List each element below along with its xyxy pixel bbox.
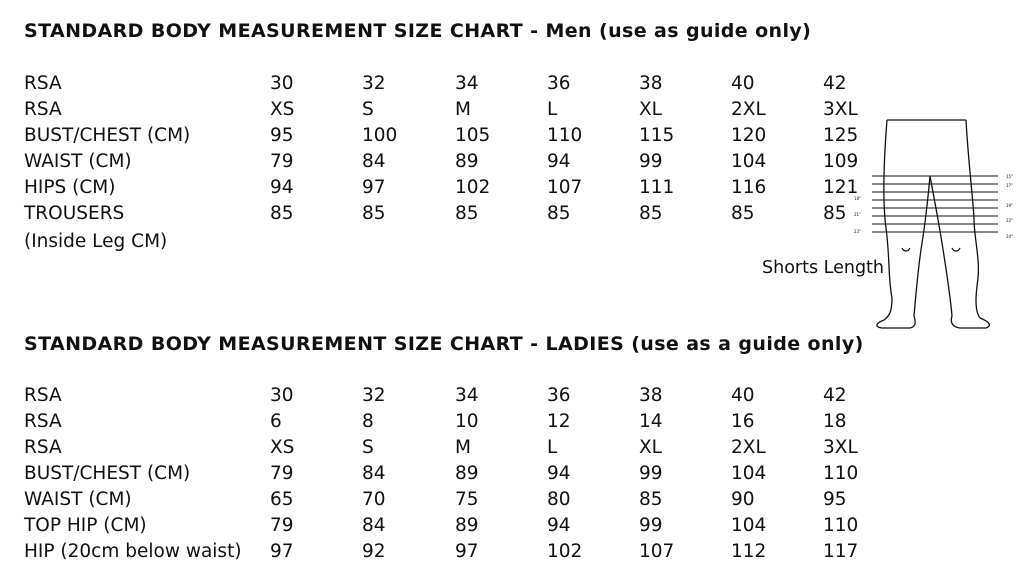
length-mark-label: 19" [1006, 203, 1013, 208]
size-value-cell: 97 [270, 541, 294, 562]
size-value-cell: M [455, 437, 471, 458]
row-label: RSA [24, 437, 62, 458]
size-value-cell: 18 [823, 411, 847, 432]
size-value-cell: 10 [455, 411, 479, 432]
size-value-cell: L [547, 99, 558, 120]
size-value-cell: 89 [455, 151, 479, 172]
size-value-cell: 85 [823, 203, 847, 224]
size-value-cell: 79 [270, 151, 294, 172]
row-label: WAIST (CM) [24, 489, 132, 510]
table-row [0, 461, 1024, 487]
size-value-cell: 116 [731, 177, 767, 198]
men-chart-title: STANDARD BODY MEASUREMENT SIZE CHART - Men (use as guide only) [24, 20, 812, 42]
size-value-cell: 85 [639, 203, 663, 224]
size-value-cell: 36 [547, 385, 571, 406]
table-row [0, 435, 1024, 461]
size-value-cell: 85 [731, 203, 755, 224]
size-value-cell: 3XL [823, 437, 858, 458]
size-value-cell: XS [270, 99, 295, 120]
length-mark-label: 18" [854, 196, 861, 201]
size-value-cell: 6 [270, 411, 282, 432]
size-value-cell: XL [639, 437, 662, 458]
size-value-cell: 99 [639, 463, 663, 484]
table-row [0, 513, 1024, 539]
size-value-cell: 84 [362, 151, 386, 172]
size-value-cell: 89 [455, 463, 479, 484]
legs-shorts-length-diagram-icon [846, 118, 1024, 333]
size-value-cell: S [362, 99, 374, 120]
size-value-cell: 40 [731, 73, 755, 94]
size-value-cell: 97 [455, 541, 479, 562]
size-value-cell: L [547, 437, 558, 458]
size-value-cell: 100 [362, 125, 398, 146]
size-value-cell: 94 [547, 463, 571, 484]
trousers-note: (Inside Leg CM) [24, 231, 168, 252]
size-value-cell: 110 [823, 515, 859, 536]
length-mark-label: 23" [854, 229, 861, 234]
length-mark-label: 17" [1006, 183, 1013, 188]
size-value-cell: M [455, 99, 471, 120]
table-row [0, 409, 1024, 435]
size-value-cell: 36 [547, 73, 571, 94]
size-value-cell: XL [639, 99, 662, 120]
size-value-cell: 79 [270, 515, 294, 536]
length-mark-label: 24" [1006, 234, 1013, 239]
size-value-cell: 94 [547, 515, 571, 536]
size-value-cell: S [362, 437, 374, 458]
size-value-cell: 42 [823, 73, 847, 94]
size-value-cell: 109 [823, 151, 859, 172]
size-value-cell: 117 [823, 541, 859, 562]
table-row [0, 539, 1024, 565]
size-value-cell: 32 [362, 385, 386, 406]
table-row [0, 383, 1024, 409]
length-mark-label: 15" [1006, 174, 1013, 179]
row-label: RSA [24, 411, 62, 432]
row-label: HIP (20cm below waist) [24, 541, 242, 562]
ladies-chart-title: STANDARD BODY MEASUREMENT SIZE CHART - LADIES (use as a guide only) [24, 333, 864, 355]
size-value-cell: 14 [639, 411, 663, 432]
length-mark-label: 21" [854, 212, 861, 217]
size-value-cell: 102 [547, 541, 583, 562]
size-value-cell: 102 [455, 177, 491, 198]
size-value-cell: 94 [270, 177, 294, 198]
row-label: TOP HIP (CM) [24, 515, 147, 536]
size-value-cell: 99 [639, 515, 663, 536]
size-value-cell: 94 [547, 151, 571, 172]
size-value-cell: 97 [362, 177, 386, 198]
length-mark-label: 22" [1006, 218, 1013, 223]
size-value-cell: 84 [362, 515, 386, 536]
size-value-cell: 34 [455, 385, 479, 406]
size-value-cell: 107 [639, 541, 675, 562]
row-label: BUST/CHEST (CM) [24, 125, 191, 146]
size-value-cell: 110 [547, 125, 583, 146]
table-row [0, 71, 1024, 97]
size-value-cell: 3XL [823, 99, 858, 120]
size-value-cell: 90 [731, 489, 755, 510]
size-value-cell: 75 [455, 489, 479, 510]
size-value-cell: 99 [639, 151, 663, 172]
size-value-cell: 92 [362, 541, 386, 562]
size-value-cell: 34 [455, 73, 479, 94]
row-label: TROUSERS [24, 203, 125, 224]
size-value-cell: 121 [823, 177, 859, 198]
row-label: BUST/CHEST (CM) [24, 463, 191, 484]
size-value-cell: 2XL [731, 437, 766, 458]
size-value-cell: 79 [270, 463, 294, 484]
size-value-cell: 8 [362, 411, 374, 432]
size-value-cell: 104 [731, 151, 767, 172]
size-value-cell: 95 [270, 125, 294, 146]
size-value-cell: 2XL [731, 99, 766, 120]
size-value-cell: 104 [731, 463, 767, 484]
size-value-cell: 38 [639, 73, 663, 94]
size-value-cell: 120 [731, 125, 767, 146]
size-value-cell: 80 [547, 489, 571, 510]
row-label: HIPS (CM) [24, 177, 116, 198]
size-value-cell: 30 [270, 73, 294, 94]
size-value-cell: 40 [731, 385, 755, 406]
size-value-cell: 84 [362, 463, 386, 484]
size-value-cell: 115 [639, 125, 675, 146]
row-label: RSA [24, 385, 62, 406]
row-label: WAIST (CM) [24, 151, 132, 172]
size-value-cell: 125 [823, 125, 859, 146]
size-value-cell: 85 [547, 203, 571, 224]
size-value-cell: 85 [362, 203, 386, 224]
size-value-cell: 16 [731, 411, 755, 432]
size-value-cell: 105 [455, 125, 491, 146]
size-value-cell: 85 [639, 489, 663, 510]
row-label: RSA [24, 99, 62, 120]
size-value-cell: 30 [270, 385, 294, 406]
size-value-cell: XS [270, 437, 295, 458]
size-value-cell: 65 [270, 489, 294, 510]
size-value-cell: 95 [823, 489, 847, 510]
size-value-cell: 85 [455, 203, 479, 224]
size-value-cell: 70 [362, 489, 386, 510]
row-label: RSA [24, 73, 62, 94]
size-value-cell: 42 [823, 385, 847, 406]
size-value-cell: 104 [731, 515, 767, 536]
size-value-cell: 89 [455, 515, 479, 536]
table-row [0, 487, 1024, 513]
size-value-cell: 38 [639, 385, 663, 406]
size-value-cell: 107 [547, 177, 583, 198]
size-value-cell: 112 [731, 541, 767, 562]
size-value-cell: 110 [823, 463, 859, 484]
size-value-cell: 111 [639, 177, 675, 198]
shorts-length-label: Shorts Length [762, 258, 885, 278]
size-value-cell: 12 [547, 411, 571, 432]
size-value-cell: 32 [362, 73, 386, 94]
size-value-cell: 85 [270, 203, 294, 224]
